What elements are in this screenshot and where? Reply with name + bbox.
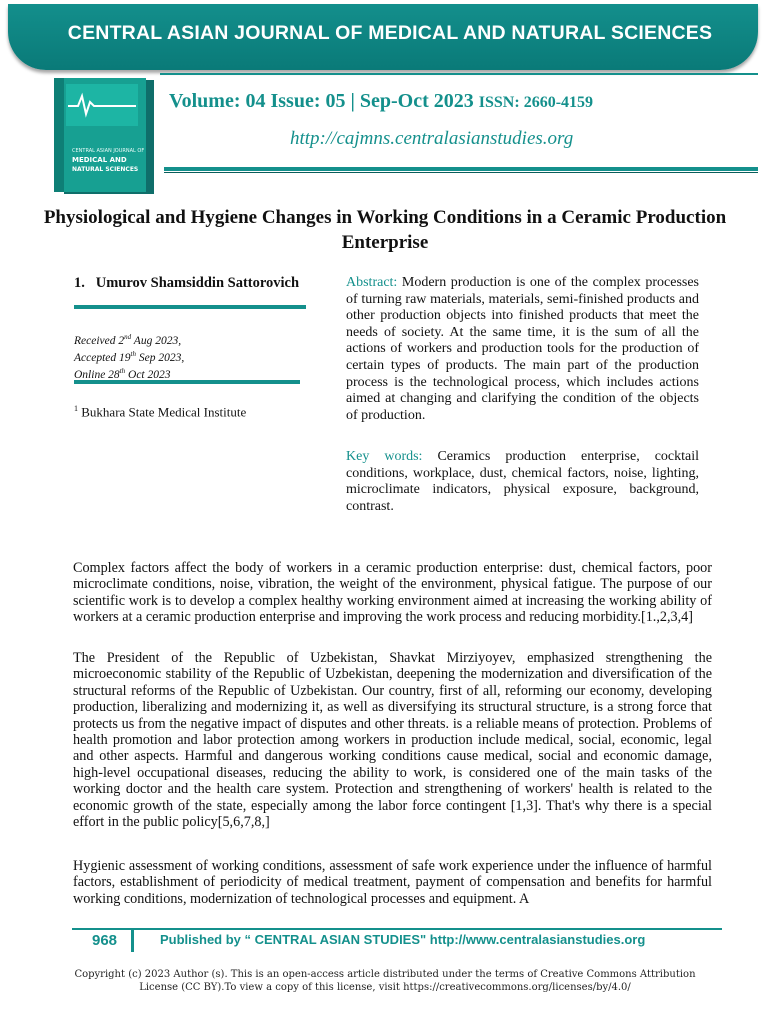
cover-title-line1: MEDICAL AND (72, 156, 127, 164)
footer-separator (131, 930, 134, 952)
abstract-label: Abstract: (346, 275, 398, 290)
cover-title-line2: NATURAL SCIENCES (72, 166, 139, 173)
keywords-label: Key words: (346, 449, 423, 464)
abstract (346, 275, 699, 424)
body-paragraph-1: Complex factors affect the body of workers in a ceramic production enterprise: dust, chemical factors, poor microclimate conditions, noise, vibration, the weight of the environment, physical fatigue. The purpose of our scientific work is to develop a complex healthy working environment aimed at increasing the working ability of workers at a ceramic production enterprise and improving the work process and reducing morbidity.[1.,2,3,4] (73, 560, 712, 626)
footer-divider (72, 928, 722, 930)
issn: ISSN: 2660-4159 (478, 94, 594, 111)
volume-issue-text: Volume: 04 Issue: 05 | Sep-Oct 2023 (169, 90, 474, 112)
page-number: 968 (92, 932, 118, 949)
affiliation: $^1$ Bukhara State Medical Institute (74, 404, 247, 420)
author-divider (74, 305, 306, 309)
received-date: Received 2nd Aug 2023, (74, 333, 182, 347)
journal-title: CENTRAL ASIAN JOURNAL OF MEDICAL AND NATURAL SCIENCES (67, 22, 713, 44)
body-paragraph-3: Hygienic assessment of working conditions, assessment of safe work experience under the influence of harmful factors, establishment of periodicity of medical treatment, payment of compensation and benefits for harmful working conditions, modernization of technological processes and equipment. A (73, 858, 712, 907)
dates-divider (74, 380, 300, 384)
body-paragraph-2: The President of the Republic of Uzbekistan, Shavkat Mirziyoyev, emphasized strengthening the microeconomic stability of the Republic of Uzbekistan, deepening the modernization and diversification of the structural reforms of the Republic of Uzbekistan. Our country, first of all, reforming our economy, developing production, liberalizing and modernizing it, as well as diversifying its structural structure, is a strong force that protects us from the negative impact of disputes and other threats. is a reliable means of protection. Problems of health promotion and labor protection among workers in production include medical, social, economic, legal and other aspects. Harmful and dangerous working conditions cause medical, social and economic damage, high-level occupational diseases, reducing the ability to work, is considered one of the main tasks of the working doctor and the health care system. Protection and strengthening of workers' health is related to the economic growth of the state, especially among the labor force contingent [1,3]. That's why there is a special effort in the public policy[5,6,7,8,] (73, 650, 712, 831)
header-rule (160, 73, 758, 75)
header-divider-thin (164, 172, 758, 173)
copyright-notice: Copyright (c) 2023 Author (s). This is an open-access article distributed under the terms of Creative Commons Attribution License (CC BY).To view a copy of this license, visit https://creativecommons.org/licenses/by/4.0/ (74, 969, 696, 993)
publisher-line[interactable]: Published by “ CENTRAL ASIAN STUDIES" http://www.centralasianstudies.org (160, 932, 646, 947)
keywords (346, 449, 699, 515)
accepted-date: Accepted 19th Sep 2023, (74, 349, 185, 364)
online-date: Online 28th Oct 2023 (74, 366, 171, 381)
keywords-text: Ceramics production enterprise, cocktail conditions, workplace, dust, chemical factors, noise, lighting, microclimate indicators, physical exposure, background, contrast. (346, 449, 700, 514)
journal-cover-image (50, 76, 158, 196)
article-title: Physiological and Hygiene Changes in Working Conditions in a Ceramic Production Enterprise (43, 207, 727, 253)
author-name: 1. Umurov Shamsiddin Sattorovich (74, 275, 300, 291)
abstract-text: Modern production is one of the complex processes of turning raw materials, materials, semi-finished products and other production objects into finished products that meet the needs of society. At the same time, it is the sum of all the actions of workers and production tools for the production of certain types of products. The main part of the production process is the technological process, which includes actions aimed at changing and clarifying the condition of the objects of production. (346, 275, 699, 423)
journal-url[interactable]: http://cajmns.centralasianstudies.org (290, 128, 574, 149)
volume-issue (169, 90, 593, 113)
cover-top-text: CENTRAL ASIAN JOURNAL OF (72, 148, 145, 154)
header-divider (164, 167, 758, 171)
article-dates (74, 331, 184, 381)
